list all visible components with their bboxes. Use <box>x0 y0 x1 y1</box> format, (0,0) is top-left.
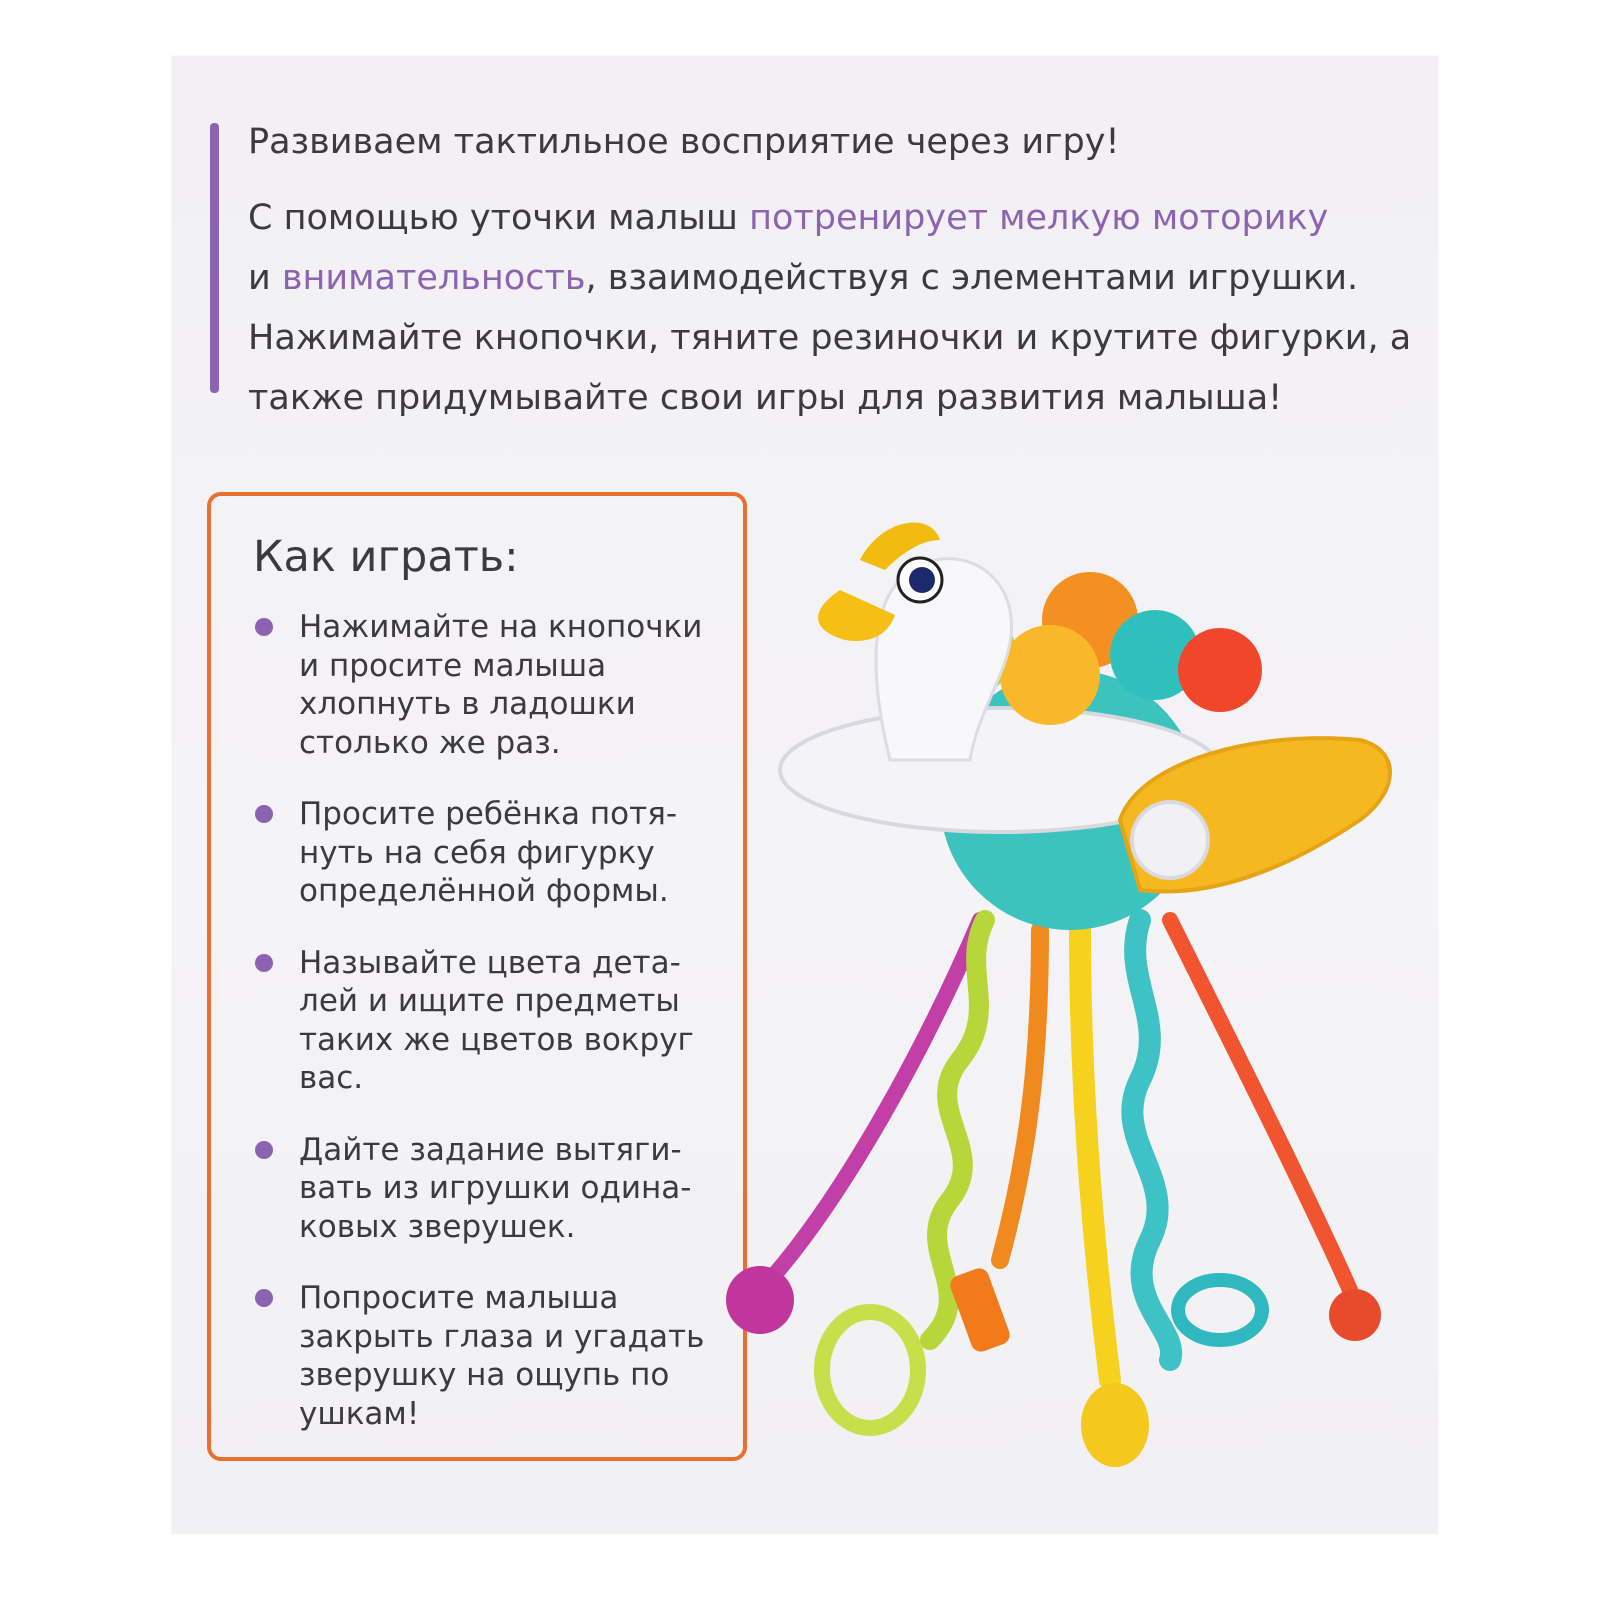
intro-text <box>248 112 1418 428</box>
intro-paragraph <box>248 188 1418 428</box>
duck-pupil <box>909 567 935 593</box>
red-string <box>1170 920 1350 1290</box>
orange-string <box>1000 930 1040 1260</box>
yellow-honey-dipper <box>1081 1383 1149 1467</box>
teal-wavy-string <box>1132 920 1171 1360</box>
list-item <box>251 608 721 762</box>
how-to-play-list <box>251 608 721 1466</box>
list-item <box>251 1279 721 1433</box>
intro-text-a: С помощью уточки малыш <box>248 198 750 238</box>
magenta-berry-end <box>726 1266 794 1334</box>
list-item <box>251 944 721 1098</box>
yellow-cat-figure <box>1000 625 1100 725</box>
yellow-string <box>1080 930 1110 1380</box>
bullet-icon <box>255 805 273 823</box>
accent-bar <box>210 123 219 393</box>
intro-highlight-attention: внимательность <box>281 258 586 298</box>
intro-heading: Развиваем тактильное восприятие через игру! <box>248 122 1120 162</box>
list-item-text: Дайте задание вытяги-вать из игрушки одина-ковых зверушек. <box>299 1131 692 1245</box>
intro-highlight-motor: потренирует мелкую моторику <box>749 198 1329 238</box>
wing-button <box>1132 802 1208 878</box>
duck-toy-illustration <box>700 500 1420 1540</box>
bullet-icon <box>255 1289 273 1307</box>
list-item-text: Просите ребёнка потя-нуть на себя фигурку определённой формы. <box>299 796 678 909</box>
red-knob-end <box>1329 1289 1381 1341</box>
bullet-icon <box>255 1141 273 1159</box>
list-item-text: Попросите малыша закрыть глаза и угадать зверушку на ощупь по ушкам! <box>299 1280 705 1432</box>
bullet-icon <box>255 618 273 636</box>
red-bunny-figure <box>1178 628 1262 712</box>
teal-ring-end <box>1178 1280 1262 1340</box>
list-item-text: Называйте цвета дета-лей и ищите предметы таких же цветов вокруг вас. <box>299 944 694 1096</box>
list-item <box>251 795 721 911</box>
bullet-icon <box>255 954 273 972</box>
how-to-play-title: Как играть: <box>253 532 519 582</box>
list-item-text: Нажимайте на кнопочки и просите малыша хлопнуть в ладошки столько же раз. <box>299 609 703 761</box>
lime-ring-end <box>822 1312 918 1428</box>
intro-text-b: и <box>248 258 282 298</box>
intro-text-c: , взаимодействуя с элементами игрушки. Нажимайте кнопочки, тяните резиночки и крутите фигурки, а также придумывайте свои игры для развития малыша! <box>248 258 1412 418</box>
how-to-play-box <box>207 492 747 1461</box>
list-item <box>251 1131 721 1247</box>
